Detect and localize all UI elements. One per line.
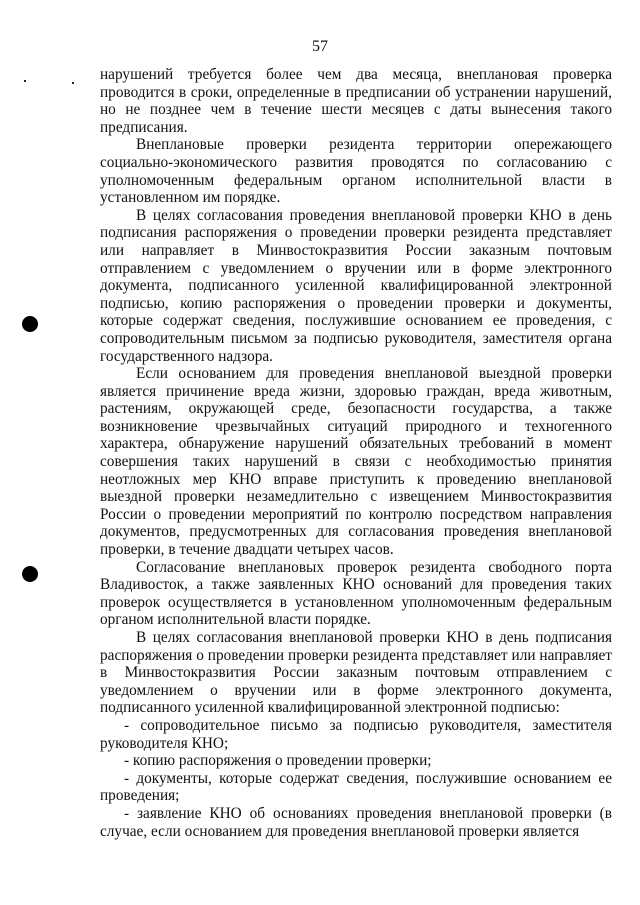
list-item: - сопроводительное письмо за подписью руководителя, заместителя руководителя КНО; [100,716,612,752]
scan-speck [24,80,26,82]
punch-hole-upper [22,316,38,332]
list-item: - копию распоряжения о проведении проверки; [124,752,432,770]
paragraph: В целях согласования проведения внеплановой проверки КНО в день подписания распоряжения о проведении проверки резидента представляет или направляет в Минвостокразвития России заказным почтовым отправлением с уведомлением о вручении или в форме электронного документа, подписанного усиленной квалифицированной электронной подписью, копию распоряжения о проведении проверки и документы, которые содержат сведения, послужившие основанием ее проведения, с сопроводительным письмом за подписью руководителя, заместителя органа государственного надзора. [100,206,612,365]
paragraph: Согласование внеплановых проверок резидента свободного порта Владивосток, а также заявленных КНО оснований для проведения таких проверок осуществляется в установленном уполномоченным федеральным органом исполнительной власти порядке. [100,558,612,629]
paragraph-continuation: нарушений требуется более чем два месяца, внеплановая проверка проводится в сроки, определенные в предписании об устранении нарушений, но не позднее чем в течение шести месяцев с даты вынесения такого предписания. [100,66,612,136]
paragraph: Внеплановые проверки резидента территории опережающего социально-экономического развития проводятся по согласованию с уполномоченным федеральным органом исполнительной власти в установленном им порядке. [100,136,612,207]
scan-speck [72,82,74,84]
paragraph: В целях согласования внеплановой проверки КНО в день подписания распоряжения о проведении проверки резидента представляет или направляет в Минвостокразвития России заказным почтовым отправлением с уведомлением о вручении или в форме электронного документа, подписанного усиленной квалифицированной электронной подписью: [100,629,612,717]
paragraph: Если основанием для проведения внеплановой выездной проверки является причинение вреда жизни, здоровью граждан, вреда животным, растениям, окружающей среде, безопасности государства, а также возникновение чрезвычайных ситуаций природного и техногенного характера, обнаружение нарушений обязательных требований в момент совершения таких нарушений в связи с необходимостью принятия неотложных мер КНО вправе приступить к проведению внеплановой выездной проверки незамедлительно с извещением Минвостокразвития России о проведении мероприятий по контролю посредством направления документов, предусмотренных для согласования проведения внеплановой проверки, в течение двадцати четырех часов. [100,365,612,559]
list-item: - документы, которые содержат сведения, послужившие основанием ее проведения; [100,769,612,805]
page-number: 57 [312,38,328,55]
document-body [100,66,612,840]
list-item: - заявление КНО об основаниях проведения внеплановой проверки (в случае, если основанием для проведения внеплановой проверки является [100,804,612,840]
punch-hole-lower [22,566,38,582]
